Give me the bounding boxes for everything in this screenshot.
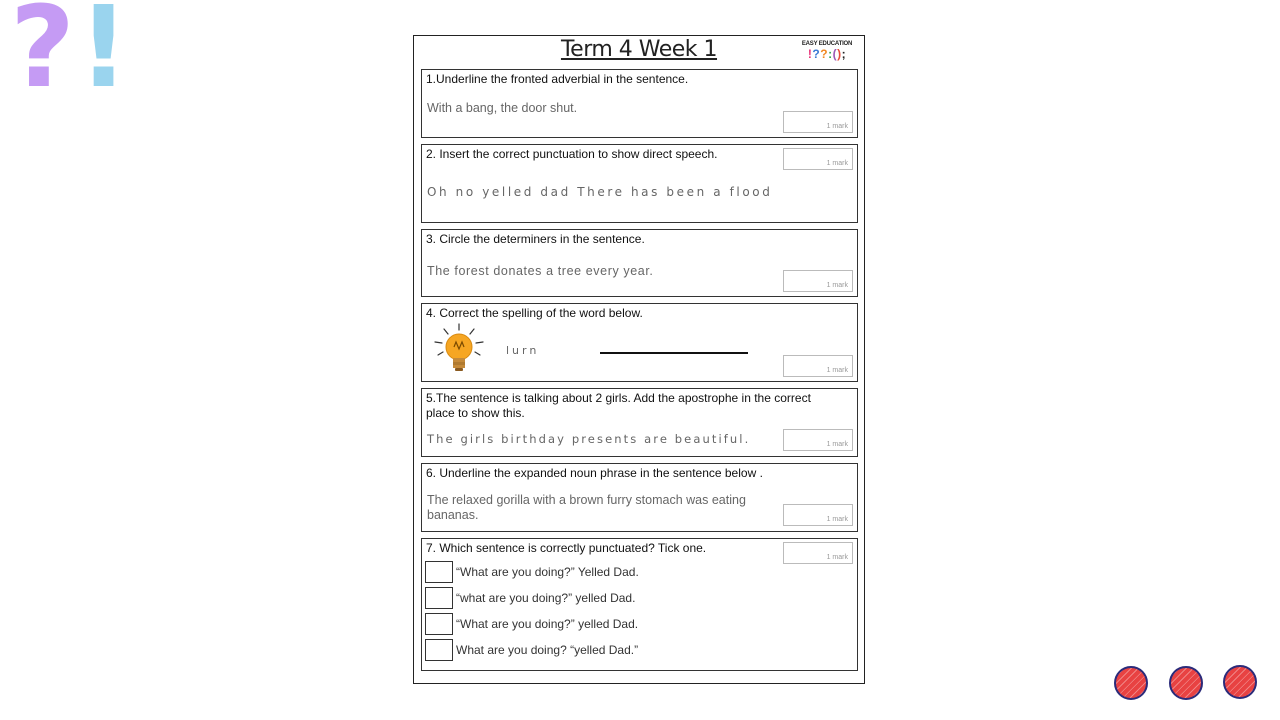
option-row-2	[425, 587, 845, 611]
question-3-sentence: The forest donates a tree every year.	[427, 264, 654, 278]
option-3-label: “What are you doing?” yelled Dad.	[456, 617, 639, 631]
mark-box-3[interactable]: 1 mark	[783, 270, 853, 292]
question-6	[421, 463, 858, 532]
lightbulb-icon	[432, 322, 486, 378]
option-4-label: What are you doing? “yelled Dad.”	[456, 643, 639, 657]
question-7	[421, 538, 858, 671]
question-2-prompt: 2. Insert the correct punctuation to show direct speech.	[426, 147, 718, 161]
worksheet	[413, 35, 865, 684]
option-row-4	[425, 639, 845, 663]
question-2-sentence: Oh no yelled dad There has been a flood	[427, 185, 773, 199]
red-scribble-dot-icon[interactable]	[1114, 666, 1148, 700]
question-1-sentence: With a bang, the door shut.	[427, 101, 578, 115]
question-7-prompt: 7. Which sentence is correctly punctuated? Tick one.	[426, 541, 707, 555]
question-1-prompt: 1.Underline the fronted adverbial in the sentence.	[426, 72, 689, 86]
mark-box-2[interactable]: 1 mark	[783, 148, 853, 170]
mark-box-4[interactable]: 1 mark	[783, 355, 853, 377]
option-row-1	[425, 561, 845, 585]
question-3-prompt: 3. Circle the determiners in the sentence.	[426, 232, 645, 246]
mark-box-6[interactable]: 1 mark	[783, 504, 853, 526]
question-6-prompt: 6. Underline the expanded noun phrase in the sentence below .	[426, 466, 763, 480]
logo-text: EASY EDUCATION	[801, 41, 853, 47]
option-1-label: “What are you doing?” Yelled Dad.	[456, 565, 639, 579]
red-scribble-dot-icon[interactable]	[1169, 666, 1203, 700]
option-2-label: “what are you doing?” yelled Dad.	[456, 591, 636, 605]
question-6-sentence: The relaxed gorilla with a brown furry stomach was eating bananas.	[427, 493, 746, 522]
question-2	[421, 144, 858, 223]
tick-box-1[interactable]	[425, 561, 453, 583]
mark-box-1[interactable]: 1 mark	[783, 111, 853, 133]
question-mark-decoration: ?	[10, 0, 75, 113]
question-4-word: lurn	[506, 344, 540, 357]
logo-punctuation-marks: !??:();	[807, 47, 847, 61]
question-1	[421, 69, 858, 138]
option-row-3	[425, 613, 845, 637]
mark-box-7[interactable]: 1 mark	[783, 542, 853, 564]
easy-education-logo	[799, 41, 855, 61]
red-scribble-dot-icon[interactable]	[1223, 665, 1257, 699]
mark-box-5[interactable]: 1 mark	[783, 429, 853, 451]
question-5	[421, 388, 858, 457]
tick-box-4[interactable]	[425, 639, 453, 661]
worksheet-title: Term 4 Week 1	[560, 37, 718, 62]
question-4-prompt: 4. Correct the spelling of the word below.	[426, 306, 643, 320]
answer-line[interactable]	[600, 352, 748, 354]
question-3	[421, 229, 858, 297]
question-5-sentence: The girls birthday presents are beautiful.	[427, 432, 751, 446]
exclamation-mark-decoration: !	[78, 0, 130, 113]
question-5-prompt: 5.The sentence is talking about 2 girls. Add the apostrophe in the correct place to show this.	[426, 391, 811, 420]
tick-box-3[interactable]	[425, 613, 453, 635]
tick-box-2[interactable]	[425, 587, 453, 609]
question-4	[421, 303, 858, 382]
